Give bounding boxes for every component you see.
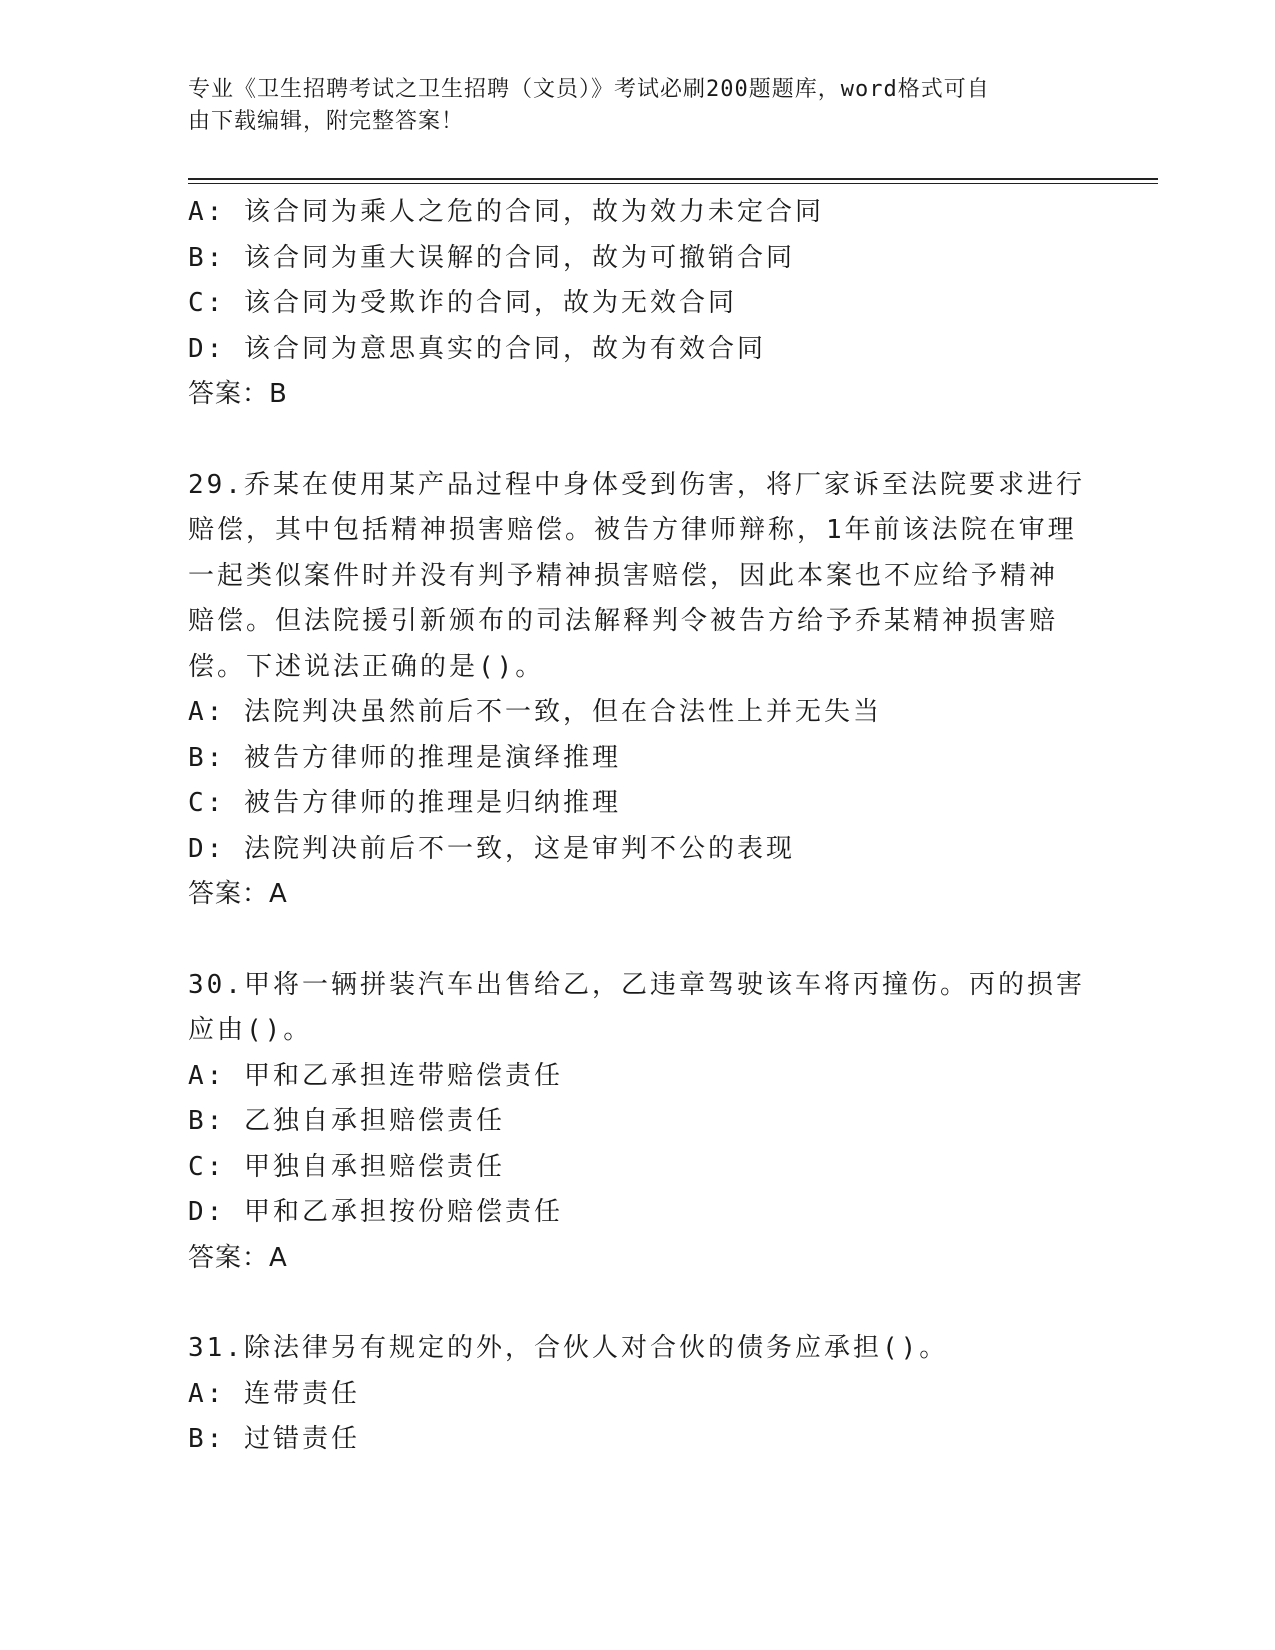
- header-divider-thin: [188, 183, 1158, 184]
- question-stem-line: 31.除法律另有规定的外，合伙人对合伙的债务应承担()。: [188, 1333, 949, 1363]
- option-b: B: 乙独自承担赔偿责任: [188, 1106, 505, 1136]
- option-a: A: 甲和乙承担连带赔偿责任: [188, 1060, 563, 1091]
- answer: 答案：A: [188, 1242, 288, 1273]
- header-line-2: 由下载编辑，附完整答案！: [188, 109, 465, 134]
- header-line-1: 专业《卫生招聘考试之卫生招聘（文员）》考试必刷200题题库，word格式可自: [188, 77, 990, 102]
- question-stem-line: 赔偿。但法院援引新颁布的司法解释判令被告方给予乔某精神损害赔: [188, 606, 1059, 636]
- question-stem-line: 应由()。: [188, 1015, 313, 1045]
- question-stem-line: 30.甲将一辆拼装汽车出售给乙，乙违章驾驶该车将丙撞伤。丙的损害: [188, 969, 1085, 1000]
- option-c: C: 该合同为受欺诈的合同，故为无效合同: [188, 288, 737, 318]
- option-b: B: 被告方律师的推理是演绎推理: [188, 742, 621, 773]
- option-a: A: 该合同为乘人之危的合同，故为效力未定合同: [188, 197, 824, 227]
- option-c: C: 甲独自承担赔偿责任: [188, 1151, 505, 1182]
- question-stem-line: 一起类似案件时并没有判予精神损害赔偿，因此本案也不应给予精神: [188, 560, 1059, 591]
- option-d: D: 法院判决前后不一致，这是审判不公的表现: [188, 833, 795, 864]
- option-d: D: 该合同为意思真实的合同，故为有效合同: [188, 333, 766, 364]
- option-d: D: 甲和乙承担按份赔偿责任: [188, 1197, 563, 1227]
- question-31: [188, 1326, 1088, 1463]
- question-content: [188, 190, 1088, 1463]
- answer: 答案：A: [188, 879, 288, 909]
- question-stem-line: 偿。下述说法正确的是()。: [188, 651, 545, 682]
- question-29: [188, 463, 1088, 918]
- option-c: C: 被告方律师的推理是归纳推理: [188, 788, 621, 818]
- header-divider-thick: [188, 178, 1158, 180]
- document-header: [188, 74, 1068, 138]
- option-b: B: 过错责任: [188, 1424, 360, 1454]
- option-a: A: 连带责任: [188, 1378, 360, 1409]
- question-28-remainder: [188, 190, 1088, 418]
- answer: 答案：B: [188, 379, 288, 409]
- question-stem-line: 赔偿，其中包括精神损害赔偿。被告方律师辩称，1年前该法院在审理: [188, 515, 1077, 545]
- option-a: A: 法院判决虽然前后不一致，但在合法性上并无失当: [188, 697, 882, 727]
- question-30: [188, 963, 1088, 1282]
- question-stem-line: 29.乔某在使用某产品过程中身体受到伤害，将厂家诉至法院要求进行: [188, 469, 1085, 500]
- option-b: B: 该合同为重大误解的合同，故为可撤销合同: [188, 242, 795, 273]
